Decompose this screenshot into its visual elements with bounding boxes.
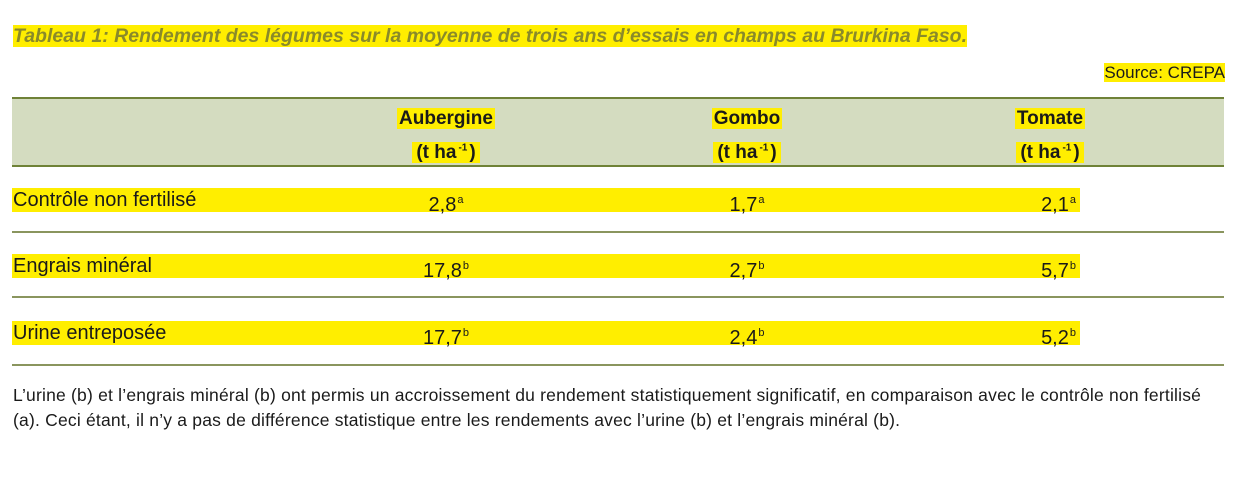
cell-value: 2,7$^b$ [729, 260, 765, 282]
table-footnote: L’urine (b) et l’engrais minéral (b) ont permis un accroissement du rendement statistiquement significatif, en comparaison avec le contrôle non fertilisé (a). Ceci étant, il n’y a pas de différence statistique entre les rendements avec l’urine (b) et l’engrais minéral (b). [13, 385, 1202, 430]
column-unit: (t ha $^{-1}$ ) [1016, 142, 1083, 163]
cell-value: 5,2$^b$ [1041, 327, 1076, 349]
column-header-gombo [627, 104, 867, 168]
cell-value: 2,8$^a$ [428, 194, 464, 216]
cell-value: 5,7$^b$ [1041, 260, 1076, 282]
column-unit: (t ha $^{-1}$ ) [713, 142, 780, 163]
table-bottom-rule [12, 364, 1224, 366]
column-name: Aubergine [399, 108, 493, 129]
row-label-urine: Urine entreposée [13, 322, 167, 344]
cell-value: 17,8$^b$ [422, 260, 470, 282]
row-label-controle: Contrôle non fertilisé [13, 189, 197, 211]
row-divider [12, 296, 1224, 298]
cell-value: 2,1$^a$ [1041, 194, 1076, 216]
column-name: Tomate [1016, 108, 1084, 129]
row-label-engrais: Engrais minéral [13, 255, 152, 277]
column-name: Gombo [713, 108, 781, 129]
column-header-tomate [930, 104, 1170, 168]
cell-value: 1,7$^a$ [729, 194, 765, 216]
column-header-aubergine [326, 104, 566, 168]
column-unit: (t ha $^{-1}$ ) [412, 142, 479, 163]
source-credit: Source: CREPA [1104, 63, 1225, 82]
table-title: Tableau 1: Rendement des légumes sur la moyenne de trois ans d’essais en champs au Brurkina Faso. [13, 25, 968, 47]
cell-value: 17,7$^b$ [422, 327, 470, 349]
row-divider [12, 231, 1224, 233]
cell-value: 2,4$^b$ [729, 327, 765, 349]
